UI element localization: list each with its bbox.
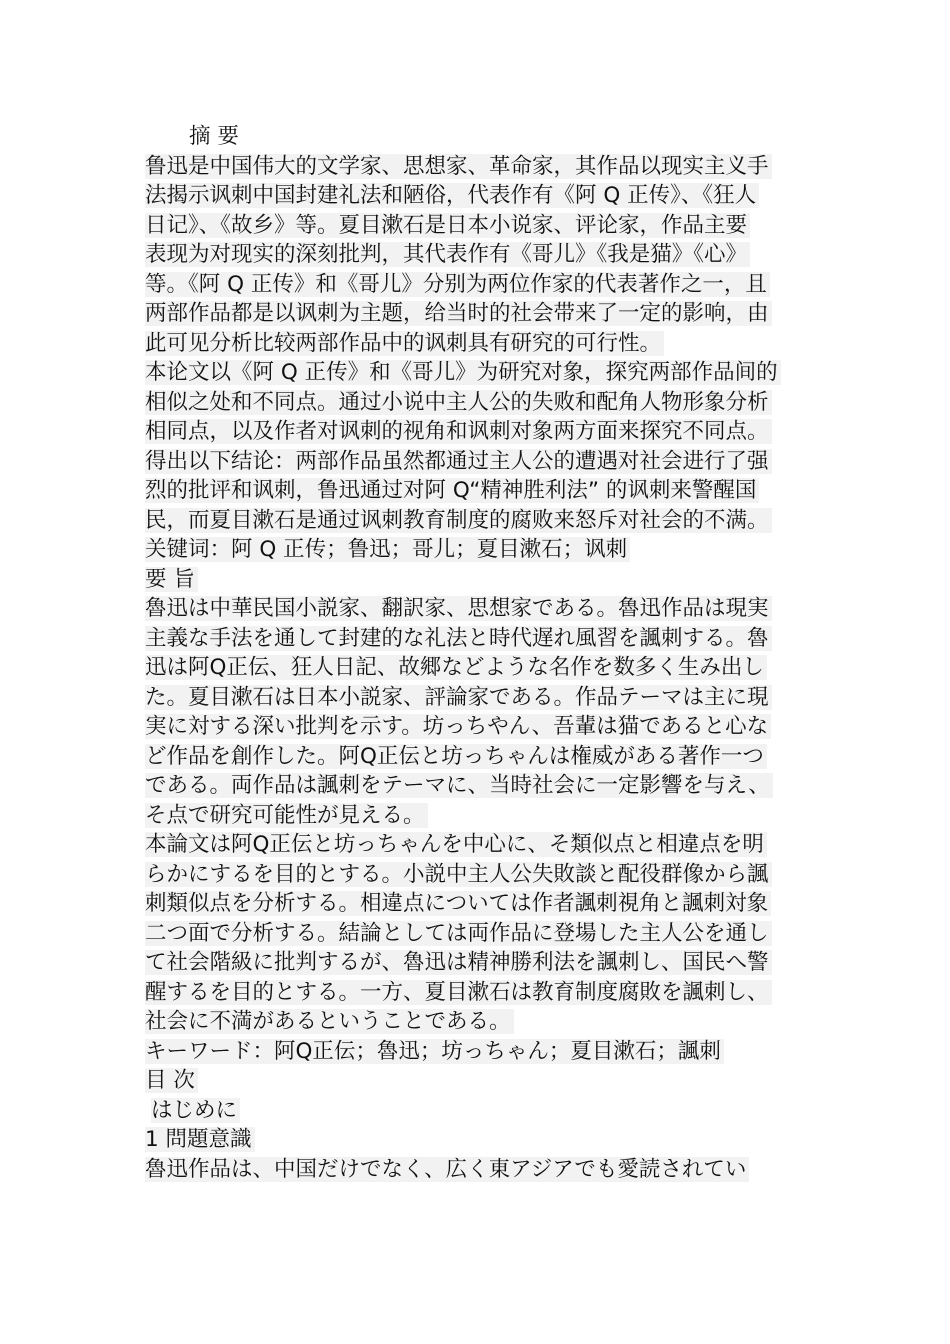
paragraph-line-text: らかにするを目的とする。小説中主人公失敗談と配役群像から諷 xyxy=(145,862,772,887)
japanese-abstract-paragraph-1 xyxy=(145,594,800,830)
paragraph-line xyxy=(145,683,800,713)
paragraph-line-text: 烈的批评和讽刺，鲁迅通过对阿 Q“精神胜利法” 的讽刺来警醒国 xyxy=(145,478,759,503)
japanese-keywords-text: キーワード：阿Q正伝；魯迅；坊っちゃん；夏目漱石；諷刺 xyxy=(145,1039,724,1064)
paragraph-line xyxy=(145,181,800,211)
paragraph-line xyxy=(145,329,800,359)
paragraph-line xyxy=(145,358,800,388)
paragraph-line-text: 相似之处和不同点。通过小说中主人公的失败和配角人物形象分析 xyxy=(145,390,772,415)
japanese-abstract-heading-text: 要 旨 xyxy=(145,567,198,592)
paragraph-line xyxy=(145,594,800,624)
paragraph-line xyxy=(145,653,800,683)
body-text xyxy=(145,1155,800,1185)
japanese-abstract-paragraph-2 xyxy=(145,830,800,1037)
paragraph-line-text: 本论文以《阿 Q 正传》和《哥儿》为研究对象，探究两部作品间的 xyxy=(145,360,781,385)
chinese-abstract-heading xyxy=(145,122,800,152)
chinese-keywords xyxy=(145,535,800,565)
paragraph-line-text: 実に対する深い批判を示す。坊っちやん、吾輩は猫であると心な xyxy=(145,714,771,739)
paragraph-line xyxy=(145,860,800,890)
paragraph-line xyxy=(145,948,800,978)
paragraph-line xyxy=(145,1155,800,1185)
paragraph-line xyxy=(145,211,800,241)
paragraph-line xyxy=(145,978,800,1008)
chinese-abstract-heading-text: 摘 要 xyxy=(189,124,239,149)
toc-item-text: はじめに xyxy=(151,1098,240,1123)
paragraph-line xyxy=(145,240,800,270)
paragraph-line xyxy=(145,712,800,742)
paragraph-line-text: 主義な手法を通して封建的な礼法と時代遅れ風習を諷刺する。魯 xyxy=(145,626,772,651)
chinese-abstract-paragraph-2 xyxy=(145,358,800,535)
paragraph-line xyxy=(145,742,800,772)
paragraph-line-text: 二つ面で分析する。結論としては両作品に登場した主人公を通し xyxy=(145,921,772,946)
paragraph-line xyxy=(145,801,800,831)
paragraph-line xyxy=(145,771,800,801)
paragraph-line-text: 相同点，以及作者对讽刺的视角和讽刺对象两方面来探究不同点。 xyxy=(145,419,772,444)
paragraph-line xyxy=(145,624,800,654)
paragraph-line-text: 刺類似点を分析する。相違点については作者諷刺視角と諷刺対象 xyxy=(145,891,771,916)
paragraph-line-text: 鲁迅是中国伟大的文学家、思想家、革命家，其作品以现实主义手 xyxy=(145,154,772,179)
toc-heading-text: 目 次 xyxy=(145,1068,198,1093)
toc-item-problem-awareness xyxy=(145,1125,800,1155)
paragraph-line-text: 等。《阿 Q 正传》和《哥儿》分别为两位作家的代表著作之一，且 xyxy=(145,272,770,297)
paragraph-line-text: 魯迅作品は、中国だけでなく、広く東アジアでも愛読されてい xyxy=(145,1157,749,1182)
paragraph-line xyxy=(145,299,800,329)
paragraph-line xyxy=(145,830,800,860)
paragraph-line-text: 魯迅は中華民国小説家、翻訳家、思想家である。魯迅作品は現実 xyxy=(145,596,772,621)
paragraph-line-text: ど作品を創作した。阿Q正伝と坊っちゃんは権威がある著作一つ xyxy=(145,744,767,769)
paragraph-line xyxy=(145,1007,800,1037)
toc-heading xyxy=(145,1066,800,1096)
japanese-abstract-section xyxy=(145,565,800,1067)
chinese-keywords-text: 关键词：阿 Q 正传；鲁迅；哥儿；夏目漱石；讽刺 xyxy=(145,537,630,562)
toc-item-text: 1 問題意識 xyxy=(145,1127,255,1152)
paragraph-line-text: 法揭示讽刺中国封建礼法和陋俗，代表作有《阿 Q 正传》、《狂人 xyxy=(145,183,759,208)
paragraph-line xyxy=(145,476,800,506)
document-page xyxy=(145,122,800,1184)
paragraph-line xyxy=(145,919,800,949)
paragraph-line-text: 醒するを目的とする。一方、夏目漱石は教育制度腐敗を諷刺し、 xyxy=(145,980,772,1005)
paragraph-line xyxy=(145,152,800,182)
paragraph-line-text: た。夏目漱石は日本小説家、評論家である。作品テーマは主に現 xyxy=(145,685,772,710)
paragraph-line-text: 两部作品都是以讽刺为主题，给当时的社会带来了一定的影响，由 xyxy=(145,301,772,326)
paragraph-line-text: 民，而夏目漱石是通过讽刺教育制度的腐败来怒斥对社会的不满。 xyxy=(145,508,772,533)
paragraph-line-text: 迅は阿Q正伝、狂人日記、故郷などような名作を数多く生み出し xyxy=(145,655,767,680)
paragraph-line xyxy=(145,417,800,447)
paragraph-line-text: 日记》、《故乡》等。夏目漱石是日本小说家、评论家，作品主要 xyxy=(145,213,750,238)
paragraph-line xyxy=(145,506,800,536)
japanese-abstract-heading xyxy=(145,565,800,595)
paragraph-line xyxy=(145,447,800,477)
paragraph-line xyxy=(145,388,800,418)
paragraph-line-text: て社会階級に批判するが、魯迅は精神勝利法を諷刺し、国民へ警 xyxy=(145,950,772,975)
chinese-abstract-section xyxy=(145,122,800,565)
table-of-contents xyxy=(145,1066,800,1155)
paragraph-line-text: 得出以下结论：两部作品虽然都通过主人公的遭遇对社会进行了强 xyxy=(145,449,772,474)
paragraph-line-text: そ点で研究可能性が見える。 xyxy=(145,803,428,828)
paragraph-line-text: 表现为对现实的深刻批判，其代表作有《哥儿》《我是猫》《心》 xyxy=(145,242,750,267)
paragraph-line xyxy=(145,270,800,300)
toc-item-introduction xyxy=(145,1096,800,1126)
paragraph-line-text: 本論文は阿Q正伝と坊っちゃんを中心に、そ類似点と相違点を明 xyxy=(145,832,767,857)
chinese-abstract-paragraph-1 xyxy=(145,152,800,359)
paragraph-line-text: 此可见分析比较两部作品中的讽刺具有研究的可行性。 xyxy=(145,331,664,356)
paragraph-line xyxy=(145,889,800,919)
paragraph-line-text: 社会に不満があるということである。 xyxy=(145,1009,514,1034)
japanese-keywords xyxy=(145,1037,800,1067)
paragraph-line-text: である。両作品は諷刺をテーマに、当時社会に一定影響を与え、 xyxy=(145,773,773,798)
